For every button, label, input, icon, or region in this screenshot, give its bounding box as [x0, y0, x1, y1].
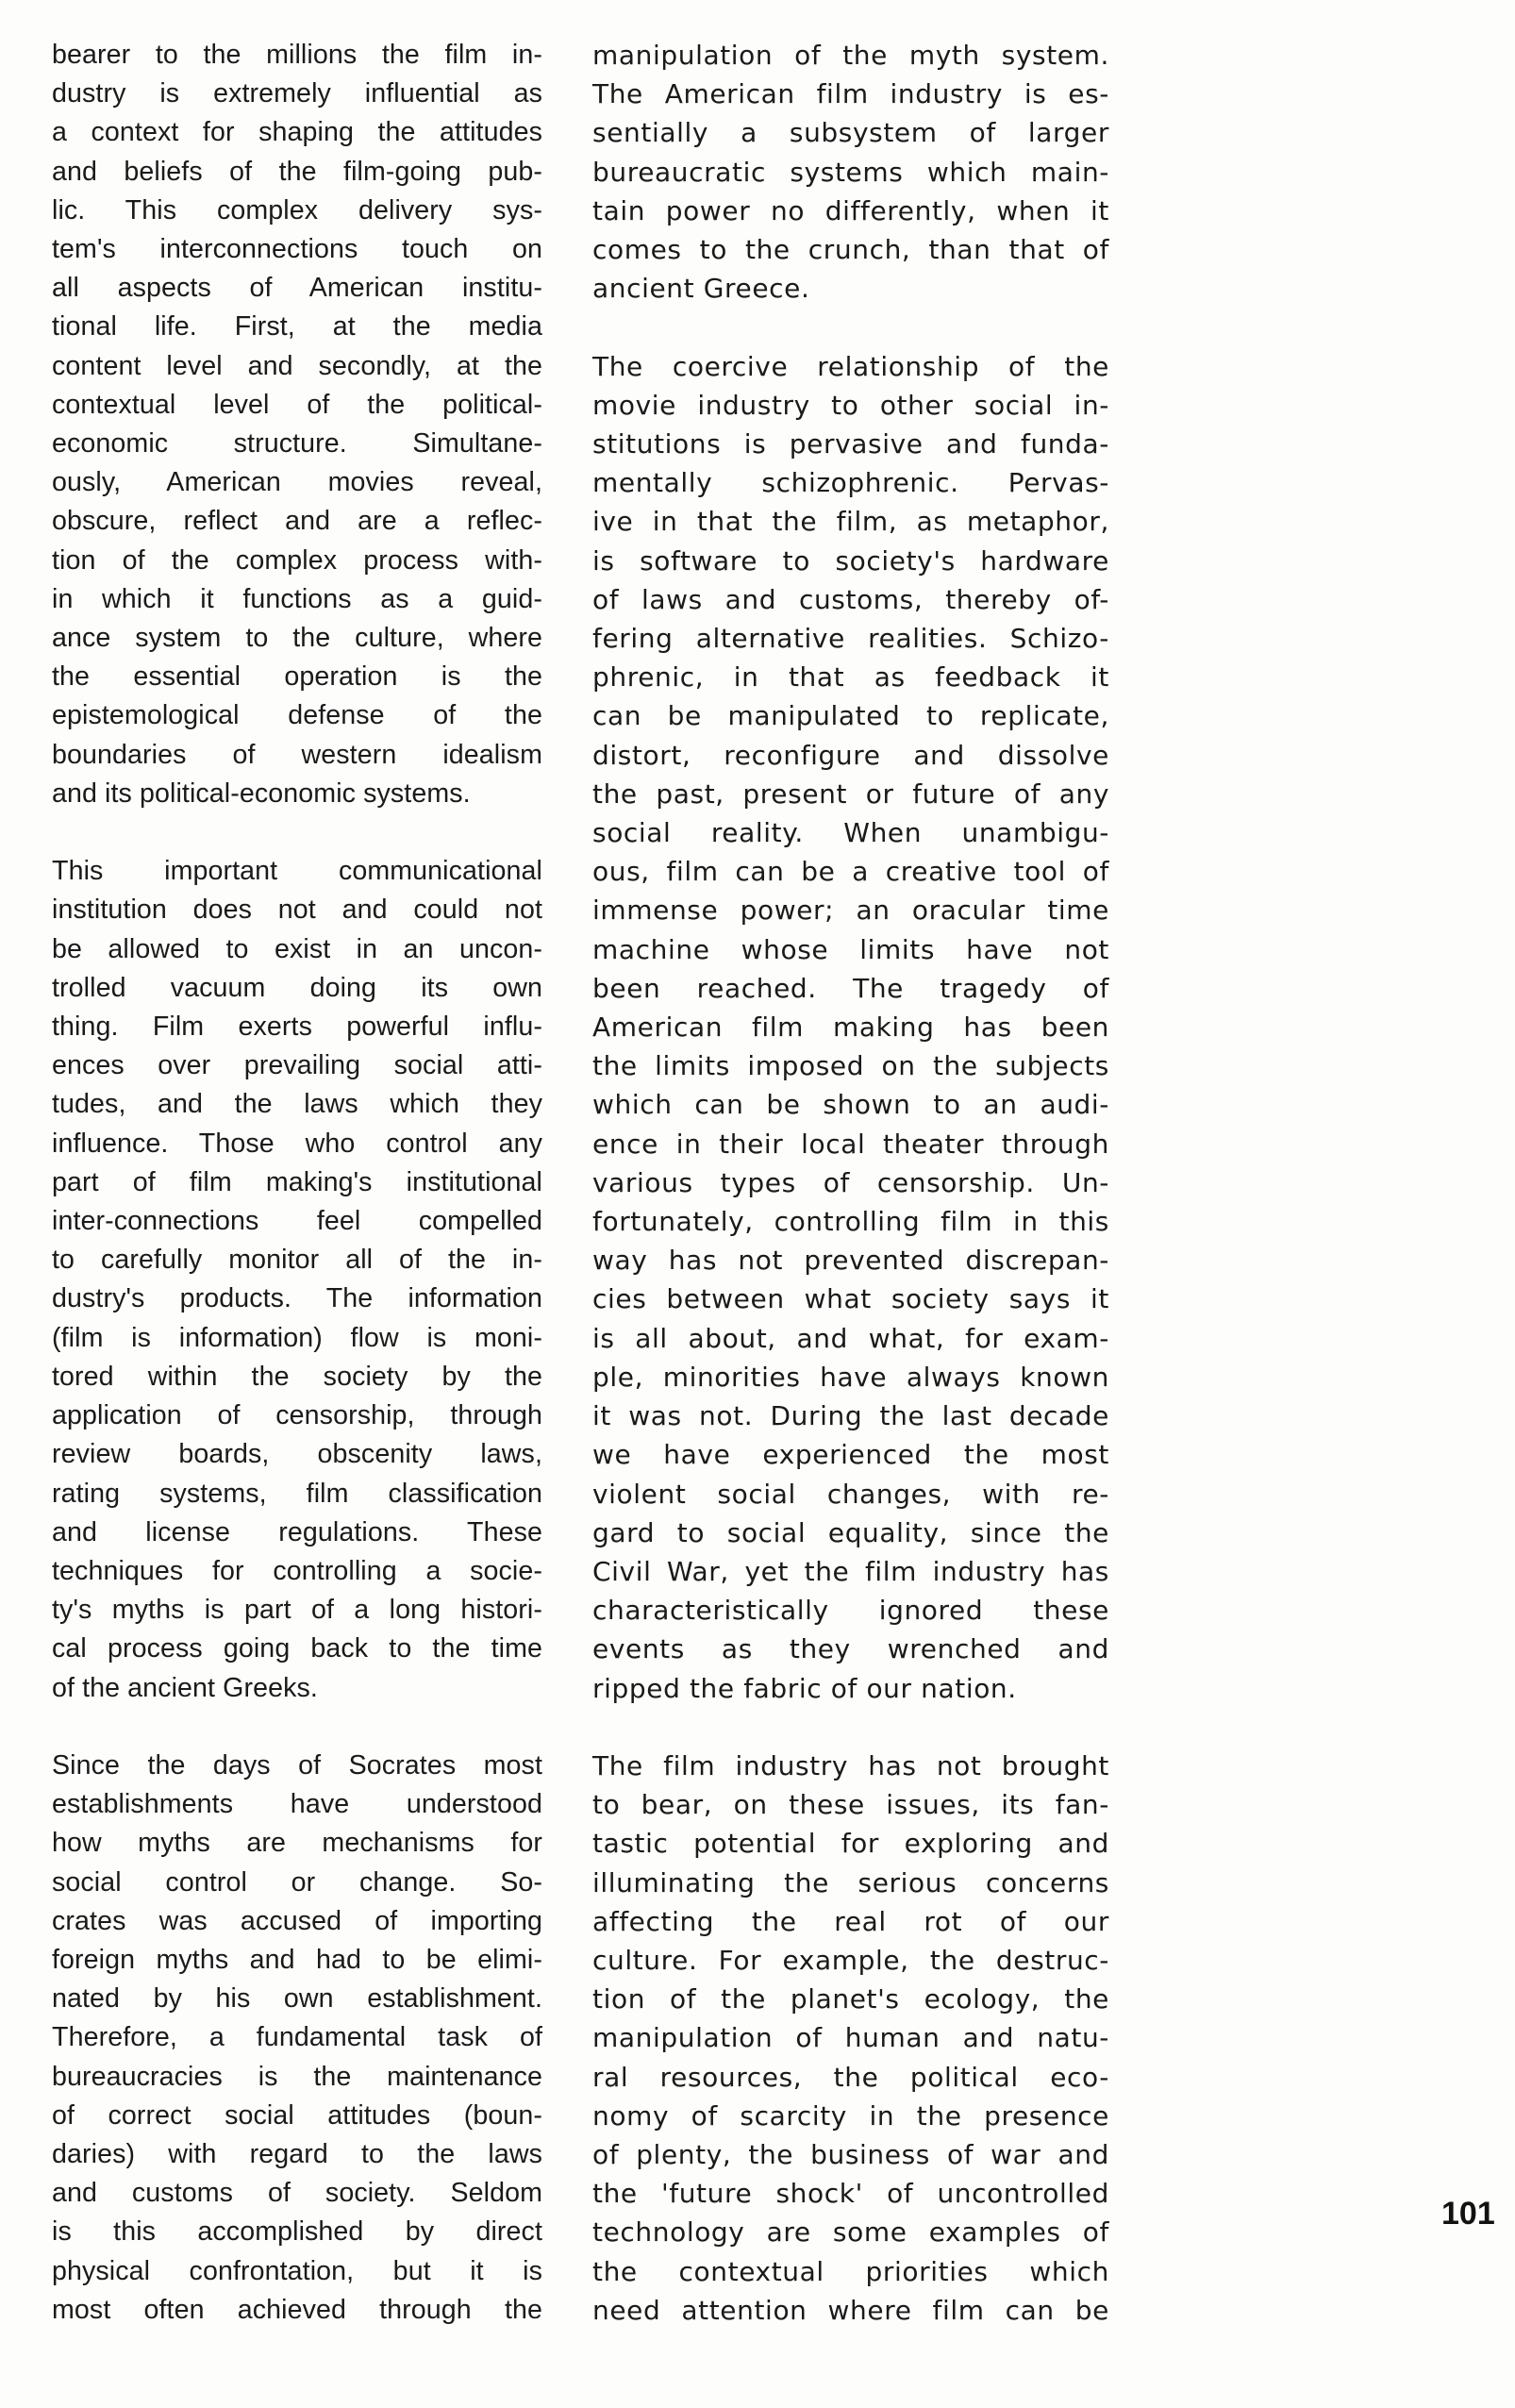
text-line: which can be shown to an audi- — [592, 1089, 1109, 1121]
text-line: most often achieved through the — [52, 2294, 542, 2325]
text-line: tain power no differently, when it — [592, 194, 1109, 226]
text-line: Since the days of Socrates most — [52, 1749, 542, 1781]
text-line: manipulation of the myth system. — [592, 40, 1109, 71]
text-line: influence. Those who control any — [52, 1128, 542, 1159]
text-line: social reality. When unambigu- — [592, 817, 1109, 849]
right-text-column — [592, 36, 1109, 2368]
text-line: obscure, reflect and are a reflec- — [52, 506, 542, 537]
text-line: all aspects of American institu- — [52, 273, 542, 304]
text-line: foreign myths and had to be elimi- — [52, 1944, 542, 1975]
paragraph — [592, 36, 1109, 308]
text-line: cal process going back to the time — [52, 1633, 542, 1664]
text-line: stitutions is pervasive and funda- — [592, 428, 1109, 460]
text-line: is this accomplished by direct — [52, 2216, 542, 2248]
text-line: can be manipulated to replicate, — [592, 700, 1109, 732]
text-line: the 'future shock' of uncontrolled — [592, 2178, 1109, 2210]
text-line: and license regulations. These — [52, 1516, 542, 1547]
text-line: thing. Film exerts powerful influ- — [52, 1012, 542, 1043]
text-line: illuminating the serious concerns — [592, 1866, 1109, 1898]
text-line: social control or change. So- — [52, 1866, 542, 1898]
text-line: techniques for controlling a socie- — [52, 1555, 542, 1586]
text-line: lic. This complex delivery sys- — [52, 194, 542, 226]
text-line: of correct social attitudes (boun- — [52, 2099, 542, 2131]
text-line: phrenic, in that as feedback it — [592, 661, 1109, 694]
text-line: comes to the crunch, than that of — [592, 234, 1109, 266]
text-line: immense power; an oracular time — [592, 895, 1109, 927]
paragraph — [52, 1747, 542, 2330]
text-line: the limits imposed on the subjects — [592, 1050, 1109, 1082]
text-line: Therefore, a fundamental task of — [52, 2022, 542, 2053]
text-line: tion of the complex process with- — [52, 544, 542, 576]
text-line: crates was accused of importing — [52, 1905, 542, 1936]
text-line: ance system to the culture, where — [52, 623, 542, 654]
paragraph — [52, 852, 542, 1707]
text-line: violent social changes, with re- — [592, 1478, 1109, 1510]
text-line: to bear, on these issues, its fan- — [592, 1789, 1109, 1821]
text-line: of the ancient Greeks. — [52, 1672, 318, 1703]
text-line: to carefully monitor all of the in- — [52, 1245, 542, 1276]
text-line: bearer to the millions the film in- — [52, 40, 542, 70]
text-line: mentally schizophrenic. Pervas- — [592, 467, 1109, 499]
text-line: characteristically ignored these — [592, 1595, 1109, 1627]
text-line: rating systems, film classification — [52, 1478, 542, 1509]
text-line: establishments have understood — [52, 1789, 542, 1820]
text-line: economic structure. Simultane- — [52, 428, 542, 460]
text-line: physical confrontation, but it is — [52, 2255, 542, 2286]
text-line: of plenty, the business of war and — [592, 2138, 1109, 2170]
text-line: tem's interconnections touch on — [52, 234, 542, 265]
text-line: been reached. The tragedy of — [592, 972, 1109, 1004]
paragraph — [592, 347, 1109, 1708]
text-line: machine whose limits have not — [592, 933, 1109, 965]
text-line: the essential operation is the — [52, 661, 542, 693]
text-line: distort, reconfigure and dissolve — [592, 739, 1109, 771]
text-line: dustry is extremely influential as — [52, 78, 542, 109]
text-line: a context for shaping the attitudes — [52, 117, 542, 148]
text-line: Civil War, yet the film industry has — [592, 1555, 1109, 1587]
text-line: events as they wrenched and — [592, 1633, 1109, 1665]
text-line: manipulation of human and natu- — [592, 2022, 1109, 2054]
text-line: ous, film can be a creative tool of — [592, 856, 1109, 888]
text-line: The film industry has not brought — [592, 1749, 1109, 1781]
text-line: fortunately, controlling film in this — [592, 1206, 1109, 1238]
text-line: nated by his own establishment. — [52, 1983, 542, 2015]
text-line: how myths are mechanisms for — [52, 1828, 542, 1859]
text-line: and customs of society. Seldom — [52, 2178, 542, 2209]
text-line: review boards, obscenity laws, — [52, 1439, 542, 1470]
text-line: This important communicational — [52, 856, 542, 887]
text-line: ences over prevailing social atti- — [52, 1050, 542, 1081]
text-line: fering alternative realities. Schizo- — [592, 623, 1109, 655]
text-line: need attention where film can be — [592, 2294, 1109, 2326]
text-line: is software to society's hardware — [592, 544, 1109, 577]
text-line: sentially a subsystem of larger — [592, 117, 1109, 149]
text-line: the past, present or future of any — [592, 778, 1109, 810]
text-line: be allowed to exist in an uncon- — [52, 933, 542, 964]
text-line: daries) with regard to the laws — [52, 2138, 542, 2169]
text-line: ple, minorities have always known — [592, 1361, 1109, 1393]
text-line: The coercive relationship of the — [592, 350, 1109, 382]
text-line: ive in that the film, as metaphor, — [592, 506, 1109, 538]
text-line: The American film industry is es- — [592, 78, 1109, 110]
text-line: tudes, and the laws which they — [52, 1089, 542, 1120]
text-line: and its political-economic systems. — [52, 778, 471, 809]
text-line: in which it functions as a guid- — [52, 583, 542, 614]
text-line: bureaucratic systems which main- — [592, 156, 1109, 188]
text-line: boundaries of western idealism — [52, 739, 542, 770]
text-line: application of censorship, through — [52, 1400, 542, 1431]
left-text-column — [52, 36, 542, 2368]
text-line: tion of the planet's ecology, the — [592, 1983, 1109, 2015]
text-line: tional life. First, at the media — [52, 311, 542, 343]
text-line: contextual level of the political- — [52, 389, 542, 420]
text-line: institution does not and could not — [52, 895, 542, 926]
text-line: ancient Greece. — [592, 273, 810, 305]
text-line: tastic potential for exploring and — [592, 1828, 1109, 1860]
text-line: part of film making's institutional — [52, 1166, 542, 1197]
text-line: ral resources, the political eco- — [592, 2061, 1109, 2093]
text-line: content level and secondly, at the — [52, 350, 542, 381]
text-line: gard to social equality, since the — [592, 1516, 1109, 1548]
text-line: tored within the society by the — [52, 1361, 542, 1392]
text-line: it was not. During the last decade — [592, 1400, 1109, 1432]
paragraph — [52, 36, 542, 813]
text-line: ripped the fabric of our nation. — [592, 1672, 1017, 1704]
text-line: epistemological defense of the — [52, 700, 542, 731]
text-line: trolled vacuum doing its own — [52, 972, 542, 1003]
text-line: affecting the real rot of our — [592, 1905, 1109, 1937]
text-line: the contextual priorities which — [592, 2255, 1109, 2287]
text-line: cies between what society says it — [592, 1283, 1109, 1315]
page-number: 101 — [1441, 2196, 1495, 2232]
text-line: way has not prevented discrepan- — [592, 1245, 1109, 1277]
text-line: movie industry to other social in- — [592, 389, 1109, 421]
text-line: (film is information) flow is moni- — [52, 1322, 542, 1353]
text-line: is all about, and what, for exam- — [592, 1322, 1109, 1354]
text-line: ence in their local theater through — [592, 1128, 1109, 1160]
text-line: bureaucracies is the maintenance — [52, 2061, 542, 2092]
text-line: American film making has been — [592, 1012, 1109, 1044]
text-line: ty's myths is part of a long histori- — [52, 1595, 542, 1626]
paragraph — [592, 1747, 1109, 2330]
text-line: of laws and customs, thereby of- — [592, 583, 1109, 615]
text-line: inter-connections feel compelled — [52, 1206, 542, 1237]
text-line: we have experienced the most — [592, 1439, 1109, 1471]
text-line: dustry's products. The information — [52, 1283, 542, 1314]
text-line: technology are some examples of — [592, 2216, 1109, 2249]
text-line: culture. For example, the destruc- — [592, 1944, 1109, 1976]
text-line: nomy of scarcity in the presence — [592, 2099, 1109, 2132]
text-line: and beliefs of the film-going pub- — [52, 156, 542, 187]
text-line: various types of censorship. Un- — [592, 1166, 1109, 1198]
text-line: ously, American movies reveal, — [52, 467, 542, 498]
